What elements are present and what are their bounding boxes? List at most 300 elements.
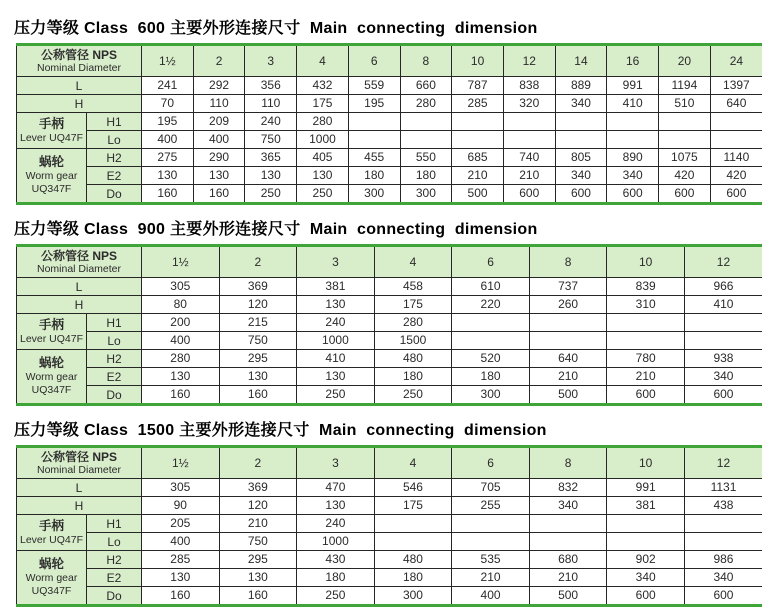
dim-cell: 180 bbox=[374, 569, 452, 587]
table-title-class900: 压力等级 Class 900 主要外形连接尺寸 Main connecting dimension bbox=[14, 221, 538, 238]
group-label-lever bbox=[17, 515, 87, 551]
dim-cell: 340 bbox=[607, 569, 685, 587]
nps-header-cell bbox=[17, 447, 142, 479]
dim-cell: 640 bbox=[710, 95, 762, 113]
table-title-class1500: 压力等级 Class 1500 主要外形连接尺寸 Main connecting dimension bbox=[14, 422, 547, 439]
dim-cell: 600 bbox=[503, 185, 555, 204]
dim-cell: 410 bbox=[297, 350, 375, 368]
dim-cell: 210 bbox=[529, 368, 607, 386]
dim-cell: 175 bbox=[374, 296, 452, 314]
group-label-zh: 手柄 bbox=[38, 116, 64, 131]
dim-cell: 381 bbox=[607, 497, 685, 515]
dim-cell bbox=[374, 515, 452, 533]
dim-cell: 685 bbox=[452, 149, 504, 167]
dim-cell: 110 bbox=[193, 95, 245, 113]
dim-cell: 250 bbox=[297, 185, 349, 204]
row-label-Do: Do bbox=[87, 185, 142, 204]
dimension-row-Lo bbox=[17, 533, 763, 551]
header-row bbox=[17, 246, 763, 278]
nps-header-line1: 公称管径 NPS bbox=[40, 450, 117, 464]
dim-cell: 240 bbox=[297, 515, 375, 533]
dim-cell: 130 bbox=[142, 167, 194, 185]
row-label-L: L bbox=[17, 479, 142, 497]
row-label-Lo: Lo bbox=[87, 533, 142, 551]
dim-cell: 250 bbox=[245, 185, 297, 204]
row-label-H1: H1 bbox=[87, 314, 142, 332]
dim-cell: 130 bbox=[297, 167, 349, 185]
dim-cell: 250 bbox=[297, 587, 375, 606]
col-header-2: 2 bbox=[219, 447, 297, 479]
dim-cell: 210 bbox=[452, 569, 530, 587]
col-header-3: 3 bbox=[297, 246, 375, 278]
row-label-H2: H2 bbox=[87, 350, 142, 368]
table-body bbox=[17, 479, 763, 606]
dim-cell: 260 bbox=[529, 296, 607, 314]
table-header bbox=[17, 447, 763, 479]
dim-cell: 510 bbox=[659, 95, 711, 113]
dim-cell: 986 bbox=[684, 551, 762, 569]
dim-cell bbox=[710, 131, 762, 149]
dim-cell: 175 bbox=[297, 95, 349, 113]
dim-cell: 1000 bbox=[297, 533, 375, 551]
dim-cell: 600 bbox=[555, 185, 607, 204]
group-label-zh: 手柄 bbox=[38, 518, 64, 533]
dim-cell: 241 bbox=[142, 77, 194, 95]
dim-cell: 400 bbox=[452, 587, 530, 606]
dim-cell: 600 bbox=[684, 386, 762, 405]
dim-cell: 787 bbox=[452, 77, 504, 95]
dim-cell: 1131 bbox=[684, 479, 762, 497]
dim-cell: 300 bbox=[400, 185, 452, 204]
col-header-10: 10 bbox=[452, 45, 504, 77]
col-header-4: 4 bbox=[374, 447, 452, 479]
class600-dimension-table bbox=[16, 43, 762, 205]
dim-cell bbox=[607, 314, 685, 332]
dim-cell: 705 bbox=[452, 479, 530, 497]
dim-cell: 220 bbox=[452, 296, 530, 314]
header-row bbox=[17, 447, 763, 479]
dim-cell bbox=[374, 533, 452, 551]
class1500-dimension-table bbox=[16, 445, 762, 607]
group-label-en: Worm gear bbox=[25, 572, 78, 584]
table-body bbox=[17, 77, 763, 204]
dim-cell: 160 bbox=[142, 185, 194, 204]
nps-header-cell bbox=[17, 246, 142, 278]
dim-cell: 365 bbox=[245, 149, 297, 167]
dim-cell: 180 bbox=[452, 368, 530, 386]
dim-cell: 535 bbox=[452, 551, 530, 569]
dim-cell: 295 bbox=[219, 350, 297, 368]
dim-cell bbox=[348, 113, 400, 131]
dim-cell: 310 bbox=[607, 296, 685, 314]
dim-cell: 889 bbox=[555, 77, 607, 95]
col-header-6: 6 bbox=[452, 447, 530, 479]
row-label-H2: H2 bbox=[87, 149, 142, 167]
dim-cell: 130 bbox=[297, 296, 375, 314]
dim-cell: 1500 bbox=[374, 332, 452, 350]
dim-cell: 120 bbox=[219, 497, 297, 515]
class900-dimension-table bbox=[16, 244, 762, 406]
dim-cell: 300 bbox=[374, 587, 452, 606]
dim-cell: 991 bbox=[607, 77, 659, 95]
table-title-class600: 压力等级 Class 600 主要外形连接尺寸 Main connecting dimension bbox=[14, 20, 538, 37]
nps-header-cell bbox=[17, 45, 142, 77]
dim-cell: 660 bbox=[400, 77, 452, 95]
dim-cell: 750 bbox=[219, 533, 297, 551]
dim-cell: 290 bbox=[193, 149, 245, 167]
table-section-class1500 bbox=[16, 417, 778, 607]
col-header-6: 6 bbox=[452, 246, 530, 278]
dim-cell: 780 bbox=[607, 350, 685, 368]
dim-cell: 1000 bbox=[297, 131, 349, 149]
dim-cell: 255 bbox=[452, 497, 530, 515]
group-label-en: UQ347F bbox=[31, 585, 72, 597]
row-label-Lo: Lo bbox=[87, 332, 142, 350]
dim-cell: 280 bbox=[297, 113, 349, 131]
dim-cell: 120 bbox=[219, 296, 297, 314]
dim-cell: 250 bbox=[297, 386, 375, 405]
dim-cell: 240 bbox=[297, 314, 375, 332]
dim-cell: 340 bbox=[684, 368, 762, 386]
dimension-row-H2 bbox=[17, 350, 763, 368]
group-label-worm bbox=[17, 149, 87, 204]
dim-cell: 295 bbox=[219, 551, 297, 569]
col-header-1: 1½ bbox=[142, 45, 194, 77]
dimension-row-E2 bbox=[17, 368, 763, 386]
dim-cell: 195 bbox=[348, 95, 400, 113]
dim-cell: 340 bbox=[555, 167, 607, 185]
dim-cell: 890 bbox=[607, 149, 659, 167]
dim-cell bbox=[607, 515, 685, 533]
dim-cell: 210 bbox=[503, 167, 555, 185]
col-header-2: 2 bbox=[193, 45, 245, 77]
dim-cell: 280 bbox=[400, 95, 452, 113]
table-header bbox=[17, 246, 763, 278]
dimension-row-L bbox=[17, 278, 763, 296]
dim-cell: 130 bbox=[142, 368, 220, 386]
dim-cell: 160 bbox=[219, 587, 297, 606]
dimension-row-H bbox=[17, 296, 763, 314]
dim-cell: 1000 bbox=[297, 332, 375, 350]
group-label-en: Worm gear bbox=[25, 371, 78, 383]
dim-cell: 600 bbox=[684, 587, 762, 606]
dim-cell: 209 bbox=[193, 113, 245, 131]
dim-cell bbox=[607, 131, 659, 149]
dim-cell bbox=[529, 533, 607, 551]
dim-cell bbox=[529, 314, 607, 332]
col-header-24: 24 bbox=[710, 45, 762, 77]
dim-cell bbox=[710, 113, 762, 131]
dim-cell: 300 bbox=[348, 185, 400, 204]
dim-cell bbox=[452, 113, 504, 131]
dim-cell: 250 bbox=[374, 386, 452, 405]
dim-cell: 400 bbox=[142, 131, 194, 149]
dim-cell: 130 bbox=[297, 497, 375, 515]
col-header-4: 4 bbox=[297, 45, 349, 77]
row-label-H1: H1 bbox=[87, 515, 142, 533]
col-header-8: 8 bbox=[529, 447, 607, 479]
nps-header-line1: 公称管径 NPS bbox=[40, 48, 117, 62]
dimension-row-L bbox=[17, 77, 763, 95]
dim-cell bbox=[659, 113, 711, 131]
col-header-10: 10 bbox=[607, 447, 685, 479]
dim-cell: 740 bbox=[503, 149, 555, 167]
dim-cell: 160 bbox=[142, 587, 220, 606]
nps-header-line1: 公称管径 NPS bbox=[40, 249, 117, 263]
group-label-lever bbox=[17, 113, 87, 149]
table-header bbox=[17, 45, 763, 77]
dim-cell: 430 bbox=[297, 551, 375, 569]
dimension-row-H1 bbox=[17, 515, 763, 533]
dim-cell: 838 bbox=[503, 77, 555, 95]
dim-cell: 600 bbox=[659, 185, 711, 204]
nps-header-line2: Nominal Diameter bbox=[36, 464, 122, 476]
dim-cell: 902 bbox=[607, 551, 685, 569]
dim-cell: 610 bbox=[452, 278, 530, 296]
dim-cell: 966 bbox=[684, 278, 762, 296]
dim-cell: 210 bbox=[607, 368, 685, 386]
dim-cell: 832 bbox=[529, 479, 607, 497]
col-header-8: 8 bbox=[400, 45, 452, 77]
dim-cell bbox=[452, 533, 530, 551]
dim-cell: 180 bbox=[297, 569, 375, 587]
dim-cell: 285 bbox=[142, 551, 220, 569]
dim-cell: 90 bbox=[142, 497, 220, 515]
col-header-12: 12 bbox=[684, 447, 762, 479]
dim-cell: 215 bbox=[219, 314, 297, 332]
row-label-E2: E2 bbox=[87, 368, 142, 386]
dim-cell: 130 bbox=[193, 167, 245, 185]
dim-cell: 438 bbox=[684, 497, 762, 515]
dim-cell: 340 bbox=[529, 497, 607, 515]
group-label-zh: 手柄 bbox=[38, 317, 64, 332]
dim-cell: 600 bbox=[607, 386, 685, 405]
group-label-zh: 蜗轮 bbox=[38, 557, 64, 571]
col-header-2: 2 bbox=[219, 246, 297, 278]
dim-cell: 130 bbox=[219, 569, 297, 587]
row-label-L: L bbox=[17, 278, 142, 296]
dimension-row-Lo bbox=[17, 131, 763, 149]
dim-cell: 500 bbox=[452, 185, 504, 204]
row-label-H1: H1 bbox=[87, 113, 142, 131]
dim-cell: 500 bbox=[529, 587, 607, 606]
col-header-14: 14 bbox=[555, 45, 607, 77]
col-header-12: 12 bbox=[503, 45, 555, 77]
group-label-en: Worm gear bbox=[25, 170, 78, 182]
dim-cell bbox=[452, 332, 530, 350]
dim-cell bbox=[607, 332, 685, 350]
dim-cell: 160 bbox=[142, 386, 220, 405]
dim-cell: 292 bbox=[193, 77, 245, 95]
row-label-H: H bbox=[17, 95, 142, 113]
dim-cell: 130 bbox=[245, 167, 297, 185]
dim-cell: 280 bbox=[374, 314, 452, 332]
dim-cell bbox=[607, 113, 659, 131]
dim-cell: 180 bbox=[400, 167, 452, 185]
dimension-row-L bbox=[17, 479, 763, 497]
dimension-row-H bbox=[17, 95, 763, 113]
row-label-E2: E2 bbox=[87, 569, 142, 587]
dim-cell: 275 bbox=[142, 149, 194, 167]
dim-cell: 200 bbox=[142, 314, 220, 332]
dim-cell: 640 bbox=[529, 350, 607, 368]
dim-cell: 420 bbox=[659, 167, 711, 185]
dim-cell: 300 bbox=[452, 386, 530, 405]
group-label-lever bbox=[17, 314, 87, 350]
dim-cell bbox=[452, 314, 530, 332]
dimension-row-Do bbox=[17, 185, 763, 204]
dim-cell: 500 bbox=[529, 386, 607, 405]
col-header-3: 3 bbox=[245, 45, 297, 77]
row-label-H: H bbox=[17, 296, 142, 314]
dim-cell: 1194 bbox=[659, 77, 711, 95]
dim-cell bbox=[503, 131, 555, 149]
dimension-row-H bbox=[17, 497, 763, 515]
row-label-H2: H2 bbox=[87, 551, 142, 569]
dim-cell: 280 bbox=[142, 350, 220, 368]
dim-cell: 938 bbox=[684, 350, 762, 368]
dim-cell: 680 bbox=[529, 551, 607, 569]
group-label-en: Lever UQ47F bbox=[19, 332, 84, 345]
dim-cell: 480 bbox=[374, 350, 452, 368]
dim-cell bbox=[684, 332, 762, 350]
dim-cell: 160 bbox=[219, 386, 297, 405]
dim-cell: 600 bbox=[607, 185, 659, 204]
table-body bbox=[17, 278, 763, 405]
dim-cell: 70 bbox=[142, 95, 194, 113]
dim-cell: 1397 bbox=[710, 77, 762, 95]
dim-cell: 210 bbox=[219, 515, 297, 533]
dim-cell: 750 bbox=[245, 131, 297, 149]
header-row bbox=[17, 45, 763, 77]
row-label-Lo: Lo bbox=[87, 131, 142, 149]
col-header-10: 10 bbox=[607, 246, 685, 278]
dim-cell: 340 bbox=[555, 95, 607, 113]
dim-cell bbox=[529, 332, 607, 350]
dim-cell bbox=[555, 113, 607, 131]
dim-cell bbox=[684, 515, 762, 533]
dim-cell bbox=[400, 113, 452, 131]
dim-cell: 520 bbox=[452, 350, 530, 368]
dimension-row-H2 bbox=[17, 551, 763, 569]
dim-cell: 432 bbox=[297, 77, 349, 95]
dimension-row-E2 bbox=[17, 167, 763, 185]
group-label-worm bbox=[17, 350, 87, 405]
dimension-row-H1 bbox=[17, 113, 763, 131]
dim-cell: 546 bbox=[374, 479, 452, 497]
group-label-zh: 蜗轮 bbox=[38, 356, 64, 370]
dim-cell: 356 bbox=[245, 77, 297, 95]
group-label-en: UQ347F bbox=[31, 384, 72, 396]
dim-cell bbox=[659, 131, 711, 149]
group-label-zh: 蜗轮 bbox=[38, 155, 64, 169]
dim-cell: 839 bbox=[607, 278, 685, 296]
dim-cell: 340 bbox=[684, 569, 762, 587]
table-section-class900 bbox=[16, 216, 778, 406]
dim-cell bbox=[529, 515, 607, 533]
col-header-4: 4 bbox=[374, 246, 452, 278]
dim-cell: 458 bbox=[374, 278, 452, 296]
dim-cell: 160 bbox=[193, 185, 245, 204]
dim-cell: 550 bbox=[400, 149, 452, 167]
dim-cell: 240 bbox=[245, 113, 297, 131]
dim-cell: 80 bbox=[142, 296, 220, 314]
dim-cell: 210 bbox=[452, 167, 504, 185]
dim-cell: 600 bbox=[607, 587, 685, 606]
dim-cell: 750 bbox=[219, 332, 297, 350]
dimension-row-H1 bbox=[17, 314, 763, 332]
dim-cell: 470 bbox=[297, 479, 375, 497]
dim-cell: 1140 bbox=[710, 149, 762, 167]
dim-cell: 320 bbox=[503, 95, 555, 113]
dim-cell bbox=[555, 131, 607, 149]
dim-cell: 285 bbox=[452, 95, 504, 113]
dim-cell bbox=[503, 113, 555, 131]
row-label-E2: E2 bbox=[87, 167, 142, 185]
nps-header-line2: Nominal Diameter bbox=[36, 263, 122, 275]
dim-cell: 340 bbox=[607, 167, 659, 185]
col-header-1: 1½ bbox=[142, 447, 220, 479]
group-label-en: Lever UQ47F bbox=[19, 533, 84, 546]
dim-cell: 405 bbox=[297, 149, 349, 167]
dim-cell: 180 bbox=[374, 368, 452, 386]
dim-cell: 205 bbox=[142, 515, 220, 533]
dim-cell: 455 bbox=[348, 149, 400, 167]
col-header-8: 8 bbox=[529, 246, 607, 278]
dim-cell: 400 bbox=[193, 131, 245, 149]
dim-cell: 130 bbox=[219, 368, 297, 386]
dim-cell: 559 bbox=[348, 77, 400, 95]
dim-cell bbox=[348, 131, 400, 149]
table-section-class600 bbox=[16, 15, 778, 205]
dim-cell bbox=[684, 533, 762, 551]
dim-cell bbox=[684, 314, 762, 332]
dimension-row-E2 bbox=[17, 569, 763, 587]
dimension-row-H2 bbox=[17, 149, 763, 167]
group-label-en: Lever UQ47F bbox=[19, 131, 84, 144]
dim-cell: 737 bbox=[529, 278, 607, 296]
dim-cell: 369 bbox=[219, 479, 297, 497]
dim-cell bbox=[400, 131, 452, 149]
dim-cell: 480 bbox=[374, 551, 452, 569]
group-label-en: UQ347F bbox=[31, 183, 72, 195]
dim-cell: 130 bbox=[297, 368, 375, 386]
dim-cell: 110 bbox=[245, 95, 297, 113]
dimension-row-Do bbox=[17, 386, 763, 405]
dim-cell bbox=[607, 533, 685, 551]
dim-cell bbox=[452, 515, 530, 533]
dim-cell: 420 bbox=[710, 167, 762, 185]
dim-cell: 991 bbox=[607, 479, 685, 497]
nps-header-line2: Nominal Diameter bbox=[36, 62, 122, 74]
dim-cell: 410 bbox=[684, 296, 762, 314]
dim-cell: 381 bbox=[297, 278, 375, 296]
dim-cell: 180 bbox=[348, 167, 400, 185]
row-label-Do: Do bbox=[87, 587, 142, 606]
dim-cell: 210 bbox=[529, 569, 607, 587]
col-header-6: 6 bbox=[348, 45, 400, 77]
dim-cell: 305 bbox=[142, 278, 220, 296]
dimension-row-Do bbox=[17, 587, 763, 606]
dim-cell: 400 bbox=[142, 533, 220, 551]
dim-cell bbox=[452, 131, 504, 149]
col-header-12: 12 bbox=[684, 246, 762, 278]
dim-cell: 305 bbox=[142, 479, 220, 497]
col-header-16: 16 bbox=[607, 45, 659, 77]
row-label-L: L bbox=[17, 77, 142, 95]
col-header-3: 3 bbox=[297, 447, 375, 479]
dim-cell: 369 bbox=[219, 278, 297, 296]
